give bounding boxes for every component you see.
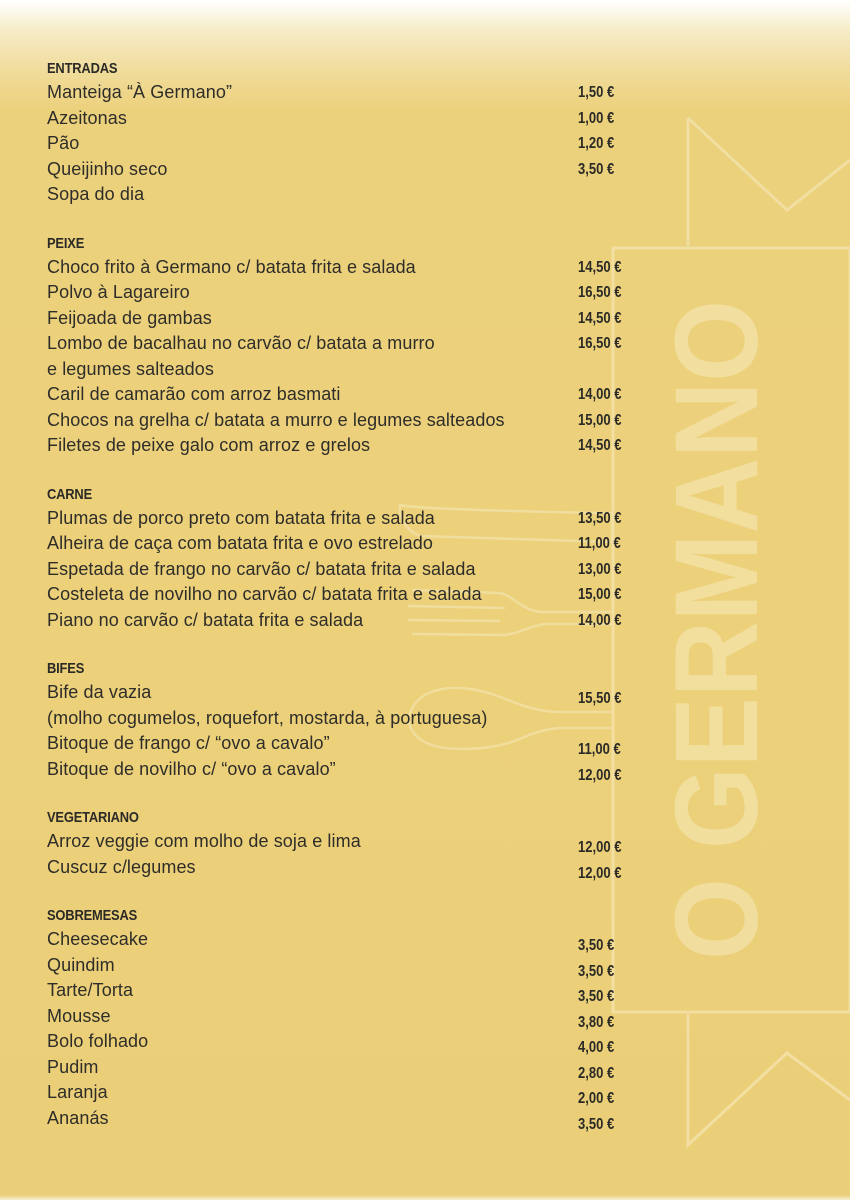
item-price: 13,50 €	[578, 509, 622, 527]
item-price: 13,00 €	[578, 560, 622, 578]
menu-item	[47, 978, 647, 1004]
item-name: Costeleta de novilho no carvão c/ batata frita e salada	[47, 584, 482, 604]
item-name: Arroz veggie com molho de soja e lima	[47, 831, 361, 851]
item-price: 2,00 €	[578, 1090, 615, 1107]
item-name: Piano no carvão c/ batata frita e salada	[47, 609, 364, 630]
item-price: 16,50 €	[578, 335, 622, 352]
item-name: Polvo à Lagareiro	[47, 282, 190, 302]
item-price: 14,00 €	[578, 386, 622, 403]
menu-item	[47, 506, 647, 532]
item-name: Alheira de caça com batata frita e ovo estrelado	[47, 533, 434, 553]
item-name: Queijinho seco	[47, 158, 168, 179]
section-peixe	[47, 233, 647, 459]
item-name: Feijoada de gambas	[47, 307, 212, 328]
menu-item-continuation	[47, 357, 647, 383]
item-price: 1,00 €	[578, 109, 615, 127]
menu-item	[47, 582, 647, 608]
item-name: Bitoque de frango c/ “ovo a cavalo”	[47, 733, 330, 753]
item-price: 14,50 €	[578, 258, 622, 276]
item-name: Lombo de bacalhau no carvão c/ batata a murro	[47, 333, 435, 353]
item-name: Cheesecake	[47, 929, 149, 949]
ribbon-banner-icon	[613, 118, 850, 1145]
item-price: 11,00 €	[578, 535, 621, 552]
menu-item	[47, 306, 647, 332]
item-name: Bitoque de novilho c/ “ovo a cavalo”	[47, 758, 336, 779]
item-price: 12,00 €	[578, 864, 622, 882]
menu-item	[47, 757, 647, 783]
menu-item	[47, 557, 647, 583]
menu-item	[47, 1004, 647, 1030]
section-title: BIFES	[47, 660, 85, 677]
section-entradas	[47, 58, 647, 208]
item-name: Pão	[47, 133, 80, 153]
menu-item	[47, 106, 647, 132]
section-title: VEGETARIANO	[47, 809, 139, 826]
item-name: (molho cogumelos, roquefort, mostarda, à portuguesa)	[47, 707, 488, 728]
item-name: Cuscuz c/legumes	[47, 856, 196, 877]
item-name: Mousse	[47, 1005, 111, 1026]
menu-item	[47, 531, 647, 557]
menu-item	[47, 408, 647, 434]
menu-item	[47, 855, 647, 881]
item-price: 14,50 €	[578, 309, 622, 327]
item-price: 15,00 €	[578, 411, 622, 429]
item-name: Bolo folhado	[47, 1031, 149, 1051]
item-price: 14,50 €	[578, 437, 622, 454]
menu-item-continuation	[47, 706, 647, 732]
item-name: Filetes de peixe galo com arroz e grelos	[47, 435, 371, 455]
item-price: 15,00 €	[578, 586, 622, 603]
section-vegetariano	[47, 807, 647, 880]
section-title: SOBREMESAS	[47, 907, 138, 924]
item-name: Espetada de frango no carvão c/ batata frita e salada	[47, 558, 476, 579]
item-price: 3,50 €	[578, 1115, 615, 1133]
menu-item	[47, 608, 647, 634]
menu-item	[47, 157, 647, 183]
menu-item	[47, 927, 647, 953]
menu-item	[47, 131, 647, 157]
item-price: 12,00 €	[578, 766, 622, 784]
item-name: Tarte/Torta	[47, 980, 134, 1000]
menu-item	[47, 182, 647, 208]
item-name: Caril de camarão com arroz basmati	[47, 384, 341, 404]
item-name: Pudim	[47, 1056, 99, 1077]
item-name: Plumas de porco preto com batata frita e salada	[47, 507, 435, 528]
item-name: Sopa do dia	[47, 184, 145, 204]
item-price: 3,50 €	[578, 988, 615, 1005]
item-name: Azeitonas	[47, 107, 127, 128]
menu-item	[47, 255, 647, 281]
menu-item	[47, 433, 647, 459]
section-title: PEIXE	[47, 234, 85, 252]
menu-item	[47, 1055, 647, 1081]
item-name: Quindim	[47, 954, 115, 975]
menu-item	[47, 953, 647, 979]
item-price: 12,00 €	[578, 839, 622, 856]
menu-item	[47, 331, 647, 357]
item-name: e legumes salteados	[47, 358, 215, 379]
section-bifes	[47, 658, 647, 782]
menu-item	[47, 1029, 647, 1055]
item-name: Choco frito à Germano c/ batata frita e salada	[47, 256, 416, 277]
menu-item	[47, 80, 647, 106]
menu-item	[47, 1106, 647, 1132]
item-price: 4,00 €	[578, 1039, 615, 1056]
item-price: 1,50 €	[578, 84, 615, 101]
section-sobremesas	[47, 905, 647, 1131]
item-price: 15,50 €	[578, 690, 622, 707]
section-carne	[47, 484, 647, 634]
item-price: 1,20 €	[578, 135, 615, 152]
item-price: 16,50 €	[578, 284, 622, 301]
menu-item	[47, 731, 647, 757]
section-title: ENTRADAS	[47, 60, 118, 77]
item-name: Bife da vazia	[47, 682, 152, 702]
menu-item	[47, 829, 647, 855]
item-price: 2,80 €	[578, 1064, 615, 1082]
menu-item	[47, 1080, 647, 1106]
menu	[47, 58, 647, 1156]
menu-item	[47, 680, 647, 706]
item-price: 3,50 €	[578, 160, 615, 178]
item-price: 3,80 €	[578, 1013, 615, 1031]
menu-item	[47, 280, 647, 306]
item-price: 14,00 €	[578, 611, 622, 629]
item-name: Chocos na grelha c/ batata a murro e legumes salteados	[47, 409, 505, 430]
item-name: Laranja	[47, 1082, 108, 1102]
item-price: 3,50 €	[578, 962, 615, 980]
menu-item	[47, 382, 647, 408]
item-name: Ananás	[47, 1107, 109, 1128]
item-price: 11,00 €	[578, 741, 621, 758]
section-title: CARNE	[47, 485, 93, 503]
watermark-logo: O GERMANO	[651, 219, 783, 960]
item-name: Manteiga “À Germano”	[47, 82, 233, 102]
item-price: 3,50 €	[578, 937, 615, 954]
